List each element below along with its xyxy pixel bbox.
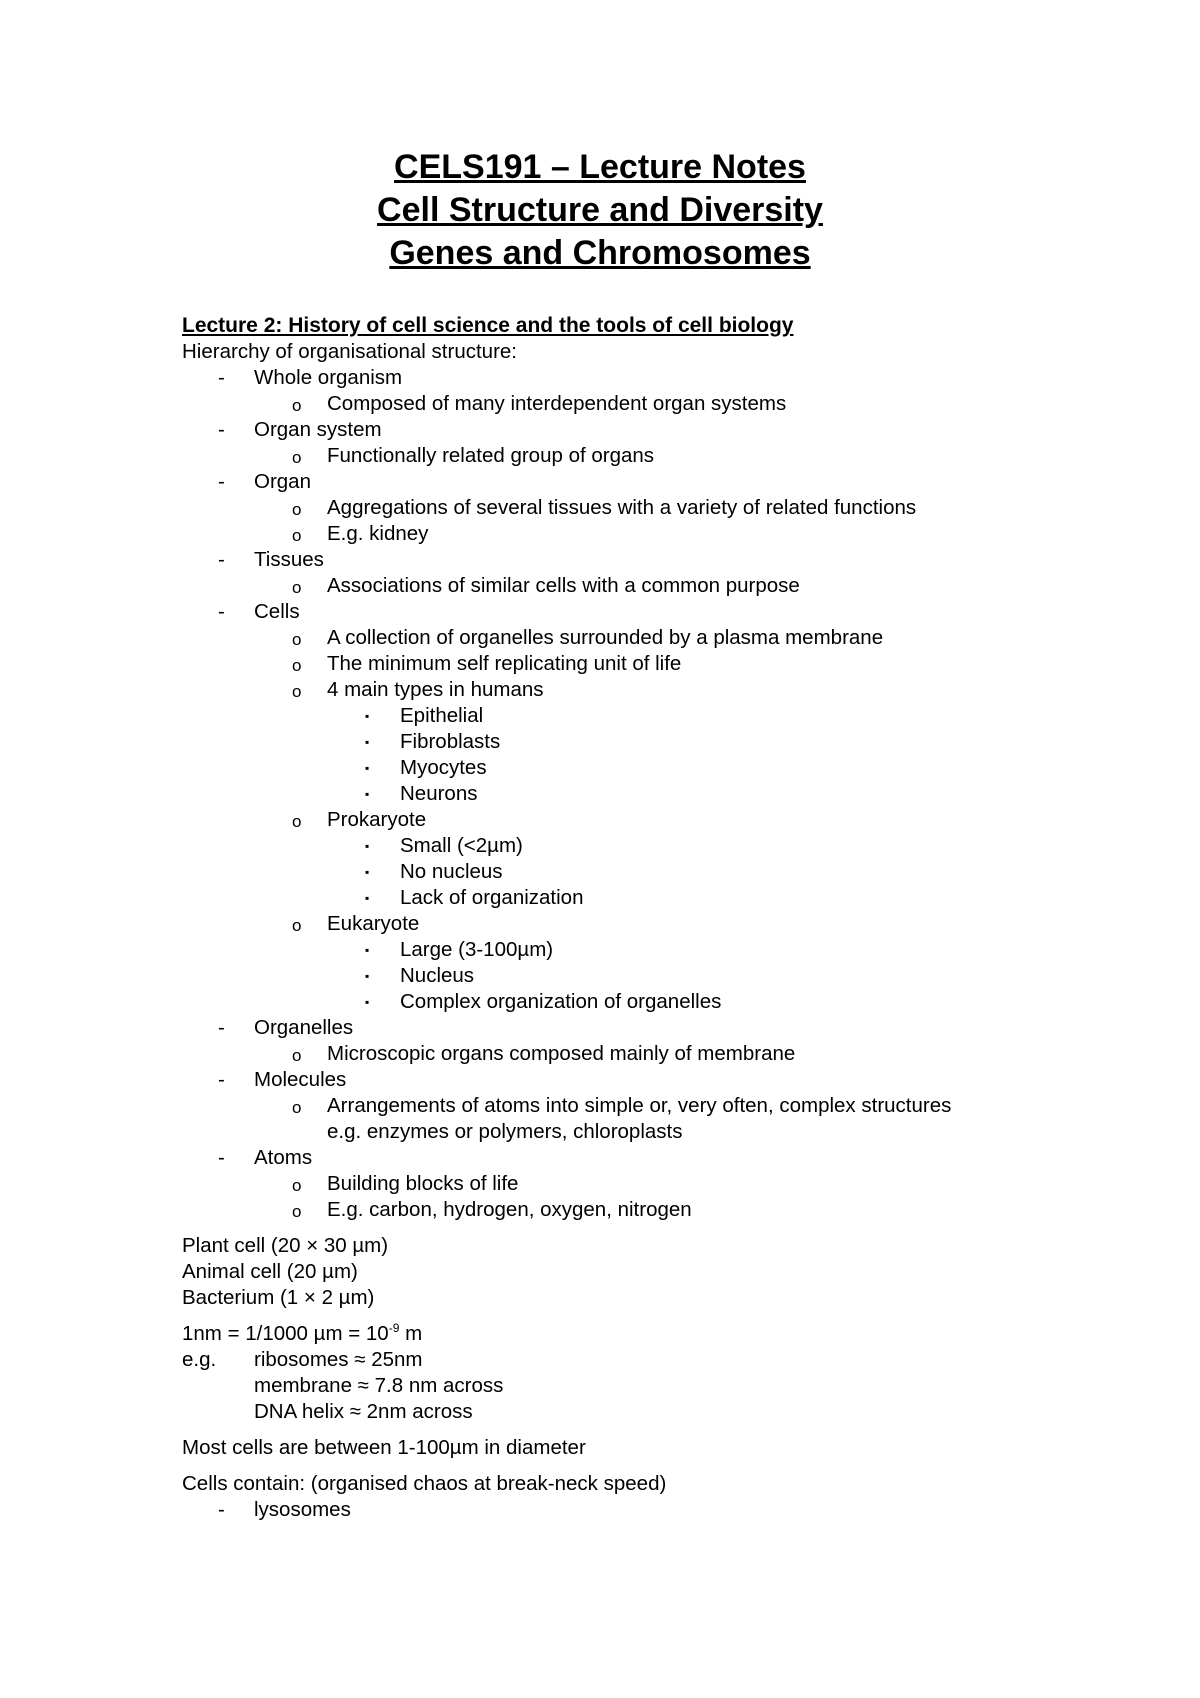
circle-bullet-icon: o xyxy=(292,1098,302,1117)
scale-example: DNA helix ≈ 2nm across xyxy=(254,1400,473,1423)
circle-bullet-icon: o xyxy=(292,630,302,649)
circle-bullet-icon: o xyxy=(292,1046,302,1065)
list-item: o Prokaryote xyxy=(182,807,1142,833)
list-item: o Associations of similar cells with a common purpose xyxy=(182,573,1142,599)
square-bullet-icon: ▪ xyxy=(365,891,370,905)
list-item: o Composed of many interdependent organ systems xyxy=(182,391,1142,417)
square-bullet-icon: ▪ xyxy=(365,761,370,775)
list-item: ▪ Fibroblasts xyxy=(365,730,501,753)
circle-bullet-icon: o xyxy=(292,656,302,675)
list-item: - Atoms xyxy=(218,1146,313,1169)
list-item: ▪ Small (<2µm) xyxy=(365,834,523,857)
dash-bullet: - xyxy=(218,1146,225,1169)
circle-bullet-icon: o xyxy=(292,578,302,597)
hierarchy-intro: Hierarchy of organisational structure: xyxy=(182,340,517,363)
list-item: - Whole organism xyxy=(218,366,403,389)
square-bullet-icon: ▪ xyxy=(365,839,370,853)
list-item: o Microscopic organs composed mainly of membrane xyxy=(182,1041,1142,1067)
list-item: - lysosomes xyxy=(218,1498,351,1521)
lecture-heading: Lecture 2: History of cell science and the tools of cell biology xyxy=(182,314,794,337)
list-item: ▪ Large (3-100µm) xyxy=(365,938,554,961)
title-line-1: CELS191 – Lecture Notes xyxy=(394,148,806,186)
list-item: ▪ No nucleus xyxy=(365,860,503,883)
square-bullet-icon: ▪ xyxy=(365,735,370,749)
dash-bullet: - xyxy=(218,548,225,571)
dash-bullet: - xyxy=(218,1016,225,1039)
circle-bullet-icon: o xyxy=(292,1202,302,1221)
square-bullet-icon: ▪ xyxy=(365,787,370,801)
list-item: o A collection of organelles surrounded by a plasma membrane xyxy=(182,625,1142,651)
list-item: o Functionally related group of organs xyxy=(182,443,1142,469)
list-item: o Eukaryote xyxy=(182,911,1142,937)
list-item: o E.g. kidney xyxy=(182,521,1142,547)
dash-bullet: - xyxy=(218,600,225,623)
list-item: ▪ Myocytes xyxy=(365,756,487,779)
list-item: o 4 main types in humans xyxy=(182,677,1142,703)
list-item: o Building blocks of life xyxy=(182,1171,1142,1197)
circle-bullet-icon: o xyxy=(292,682,302,701)
size-plant-cell: Plant cell (20 × 30 µm) xyxy=(182,1234,389,1257)
dash-bullet: - xyxy=(218,418,225,441)
list-item: - Organ system xyxy=(218,418,382,441)
circle-bullet-icon: o xyxy=(292,916,302,935)
circle-bullet-icon: o xyxy=(292,500,302,519)
list-item: o Aggregations of several tissues with a variety of related functions xyxy=(182,495,1142,521)
circle-bullet-icon: o xyxy=(292,812,302,831)
title-line-2: Cell Structure and Diversity xyxy=(377,191,823,229)
list-item-continuation: e.g. enzymes or polymers, chloroplasts xyxy=(327,1120,683,1143)
square-bullet-icon: ▪ xyxy=(365,709,370,723)
dash-bullet: - xyxy=(218,470,225,493)
list-item: - Tissues xyxy=(218,548,324,571)
size-animal-cell: Animal cell (20 µm) xyxy=(182,1260,358,1283)
circle-bullet-icon: o xyxy=(292,448,302,467)
circle-bullet-icon: o xyxy=(292,1176,302,1195)
document-title xyxy=(0,146,1200,275)
list-item: - Organ xyxy=(218,470,311,493)
scale-example: e.g. ribosomes ≈ 25nm xyxy=(182,1348,423,1371)
cells-contain-heading: Cells contain: (organised chaos at break-neck speed) xyxy=(182,1472,667,1495)
circle-bullet-icon: o xyxy=(292,396,302,415)
list-item: - Organelles xyxy=(218,1016,354,1039)
list-item: ▪ Complex organization of organelles xyxy=(365,990,722,1013)
list-item: o E.g. carbon, hydrogen, oxygen, nitrogen xyxy=(182,1197,1142,1223)
nanometre-definition: 1nm = 1/1000 $\mu m = 10^{-9}$ m xyxy=(182,1321,423,1345)
title-line-3: Genes and Chromosomes xyxy=(389,234,811,272)
dash-bullet: - xyxy=(218,366,225,389)
square-bullet-icon: ▪ xyxy=(365,865,370,879)
square-bullet-icon: ▪ xyxy=(365,969,370,983)
most-cells-note: Most cells are between 1-100µm in diameter xyxy=(182,1436,586,1459)
list-item: ▪ Nucleus xyxy=(365,964,475,987)
list-item: - Cells xyxy=(218,600,300,623)
list-item: - Molecules xyxy=(218,1068,347,1091)
list-item: ▪ Neurons xyxy=(365,782,478,805)
dash-bullet: - xyxy=(218,1068,225,1091)
list-item: o The minimum self replicating unit of life xyxy=(182,651,1142,677)
list-item: ▪ Epithelial xyxy=(365,704,484,727)
scale-example: membrane ≈ 7.8 nm across xyxy=(254,1374,504,1397)
square-bullet-icon: ▪ xyxy=(365,943,370,957)
dash-bullet: - xyxy=(218,1498,225,1521)
list-item: ▪ Lack of organization xyxy=(365,886,584,909)
list-item: o Arrangements of atoms into simple or, very often, complex structures xyxy=(182,1093,1142,1119)
circle-bullet-icon: o xyxy=(292,526,302,545)
square-bullet-icon: ▪ xyxy=(365,995,370,1009)
size-bacterium: Bacterium (1 × 2 µm) xyxy=(182,1286,375,1309)
notes-body xyxy=(182,313,1142,1523)
